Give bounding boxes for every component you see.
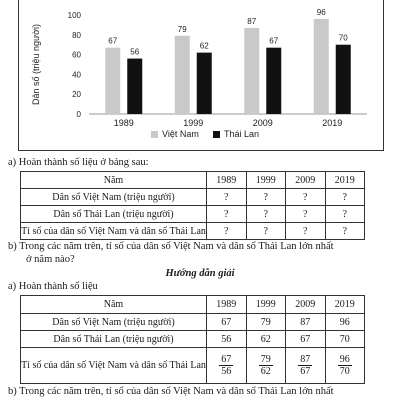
legend-label: Việt Nam (162, 129, 199, 139)
table-cell: ? (207, 223, 247, 240)
legend-label: Thái Lan (224, 129, 260, 139)
table-cell: 67 (286, 331, 326, 348)
y-tick-label: 40 (72, 70, 81, 80)
fraction-cell (325, 348, 365, 384)
table-row (21, 189, 365, 206)
x-tick-label: 2009 (252, 118, 273, 128)
bar-chart (19, 0, 385, 151)
bar (175, 36, 190, 114)
solution-a: a) Hoàn thành số liệu (8, 281, 98, 292)
header-cell: 1989 (207, 172, 247, 189)
numerator: 87 (300, 354, 311, 365)
table-cell: 56 (207, 331, 247, 348)
table-cell: ? (325, 223, 365, 240)
header-cell: 2009 (286, 172, 326, 189)
row-label: Tỉ số của dân số Việt Nam và dân số Thái Lan (21, 223, 207, 240)
fraction-cell (286, 348, 326, 384)
table-header-row (21, 172, 365, 189)
fraction-cell (207, 348, 247, 384)
numerator: 96 (339, 354, 350, 365)
fraction (338, 354, 352, 377)
data-label: 67 (108, 36, 118, 46)
data-label: 62 (199, 41, 209, 51)
y-axis-label: Dân số (triệu người) (31, 24, 41, 105)
numerator: 67 (221, 354, 232, 365)
y-tick-label: 20 (72, 90, 81, 100)
chart-frame (18, 0, 384, 151)
table-cell: ? (286, 189, 326, 206)
bar (105, 48, 120, 114)
table-cell: ? (246, 223, 286, 240)
table-row (21, 331, 365, 348)
header-cell: Năm (21, 172, 207, 189)
table-row (21, 223, 365, 240)
header-cell: 1989 (207, 296, 247, 314)
table-cell: 96 (325, 314, 365, 331)
data-label: 67 (269, 36, 279, 46)
fraction (298, 354, 312, 377)
table-cell: ? (325, 206, 365, 223)
legend-swatch (213, 131, 220, 138)
data-label: 70 (338, 33, 348, 43)
table-cell: ? (207, 189, 247, 206)
part-b-prompt-cont: ở năm nào? (26, 254, 75, 265)
header-cell: 2019 (325, 172, 365, 189)
bar (127, 59, 142, 114)
row-label: Tỉ số của dân số Việt Nam và dân số Thái Lan (21, 348, 207, 384)
y-tick-label: 100 (67, 11, 81, 20)
row-label: Dân số Thái Lan (triệu người) (21, 206, 207, 223)
data-label: 87 (247, 16, 257, 26)
bar (244, 28, 259, 114)
bar (266, 48, 281, 114)
table-cell: ? (246, 189, 286, 206)
table-row (21, 348, 365, 384)
table-cell: 70 (325, 331, 365, 348)
fraction (259, 354, 273, 377)
x-tick-label: 2019 (322, 118, 343, 128)
bar (336, 45, 351, 114)
numerator: 79 (260, 354, 271, 365)
table-header-row (21, 296, 365, 314)
data-label: 79 (177, 24, 187, 34)
legend-swatch (151, 131, 158, 138)
table-cell: ? (207, 206, 247, 223)
table-row (21, 314, 365, 331)
bar (314, 19, 329, 114)
table-cell: ? (325, 189, 365, 206)
header-cell: 1999 (246, 172, 286, 189)
fraction (219, 354, 233, 377)
row-label: Dân số Việt Nam (triệu người) (21, 314, 207, 331)
question-table (20, 171, 365, 240)
bar (197, 53, 212, 114)
table-cell: ? (246, 206, 286, 223)
header-cell: 1999 (246, 296, 286, 314)
x-tick-label: 1989 (113, 118, 134, 128)
denominator: 56 (221, 366, 232, 377)
y-tick-label: 80 (72, 30, 81, 40)
part-b-prompt: b) Trong các năm trên, tỉ số của dân số Việt Nam và dân số Thái Lan lớn nhất (8, 241, 334, 252)
y-tick-label: 0 (76, 110, 81, 119)
table-cell: ? (286, 206, 326, 223)
row-label: Dân số Việt Nam (triệu người) (21, 189, 207, 206)
data-label: 56 (130, 47, 140, 57)
table-row (21, 206, 365, 223)
x-tick-label: 1999 (183, 118, 204, 128)
table-cell: 79 (246, 314, 286, 331)
header-cell: 2009 (286, 296, 326, 314)
denominator: 62 (260, 366, 271, 377)
denominator: 70 (339, 366, 350, 377)
y-tick-label: 60 (72, 50, 81, 60)
answer-table (20, 295, 365, 384)
table-cell: 67 (207, 314, 247, 331)
denominator: 67 (300, 366, 311, 377)
header-cell: Năm (21, 296, 207, 314)
solution-heading: Hướng dẫn giải (165, 268, 235, 279)
solution-b: b) Trong các năm trên, tỉ số của dân số Việt Nam và dân số Thái Lan lớn nhất (8, 386, 334, 397)
part-a-prompt: a) Hoàn thành số liệu ở bảng sau: (8, 157, 149, 168)
header-cell: 2019 (325, 296, 365, 314)
table-cell: 87 (286, 314, 326, 331)
row-label: Dân số Thái Lan (triệu người) (21, 331, 207, 348)
table-cell: 62 (246, 331, 286, 348)
fraction-cell (246, 348, 286, 384)
table-cell: ? (286, 223, 326, 240)
data-label: 96 (316, 7, 326, 17)
